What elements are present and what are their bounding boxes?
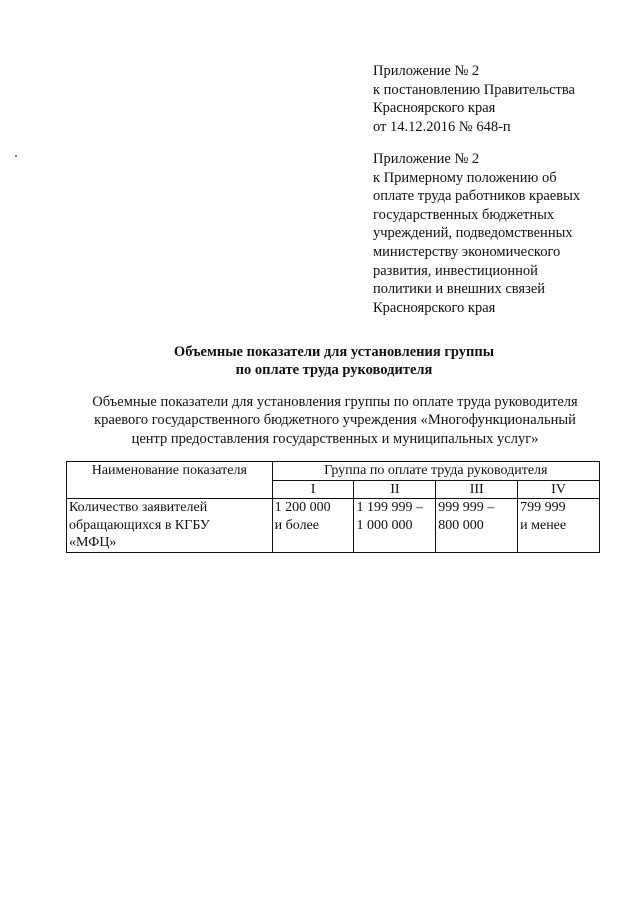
appendix-line: учреждений, подведомственных (373, 225, 573, 242)
group-i-value: 1 200 000 и более (272, 499, 354, 553)
group-ii-value: 1 199 999 – 1 000 000 (354, 499, 436, 553)
appendix-line: к Примерному положению об (373, 169, 557, 186)
appendix-line: Приложение № 2 (373, 151, 480, 167)
document-subtitle (60, 393, 610, 448)
appendix-line: Красноярского края (373, 299, 496, 316)
header-group-iv: IV (518, 480, 600, 499)
header-group-iii: III (436, 480, 518, 499)
appendix-reference-regulation (373, 150, 580, 317)
subtitle-line: центр предоставления государственных и муниципальных услуг» (131, 430, 539, 447)
appendix-line: Красноярского края (373, 100, 496, 117)
title-line: по оплате труда руководителя (235, 362, 433, 378)
appendix-reference-resolution (373, 62, 575, 136)
group-iii-value: 999 999 – 800 000 (436, 499, 518, 553)
indicator-name-cell: Количество заявителей обращающихся в КГБУ «МФЦ» (67, 499, 273, 553)
appendix-line: оплате труда работников краевых (373, 188, 581, 205)
header-group-i: I (272, 480, 354, 499)
group-iv-value: 799 999 и менее (518, 499, 600, 553)
appendix-line: от 14.12.2016 № 648-п (373, 118, 511, 135)
subtitle-line: краевого государственного бюджетного учреждения «Многофункциональный (94, 412, 576, 429)
header-group-ii: II (354, 480, 436, 499)
scan-dot (15, 155, 17, 157)
appendix-line: развития, инвестиционной (373, 262, 538, 279)
appendix-line: государственных бюджетных (373, 206, 555, 223)
appendix-line: к постановлению Правительства (373, 81, 575, 98)
appendix-line: Приложение № 2 (373, 63, 480, 79)
header-indicator-name: Наименование показателя (67, 462, 273, 499)
document-title (0, 343, 640, 379)
subtitle-line: Объемные показатели для установления группы по оплате труда руководителя (92, 394, 578, 410)
indicators-table (66, 461, 600, 553)
header-group: Группа по оплате труда руководителя (272, 462, 599, 481)
table-row (67, 499, 600, 553)
appendix-line: политики и внешних связей (373, 281, 546, 298)
appendix-line: министерству экономического (373, 243, 561, 260)
title-line: Объемные показатели для установления группы (173, 344, 495, 360)
table-header-row (67, 462, 600, 481)
